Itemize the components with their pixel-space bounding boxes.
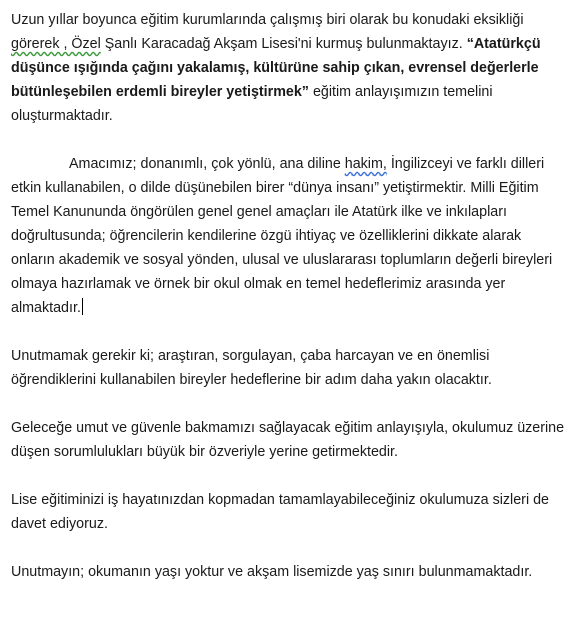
paragraph-invitation: Lise eğitiminizi iş hayatınızdan kopmadan tamamlayabileceğiniz okulumuza sizleri de davet ediyoruz. — [11, 492, 549, 532]
paragraph-goals — [11, 152, 566, 320]
grammar-flagged-text: görerek , Özel — [11, 36, 101, 52]
spelling-flagged-text: hakim, — [344, 156, 387, 172]
intro-text-school: Şanlı Karacadağ Akşam Lisesi'ni kurmuş bulunmaktayız. — [100, 36, 467, 52]
mission-quote: “Atatürkçü düşünce ışığında çağını yakalamış, kültürüne sahip çıkan, evrensel değerlerle bütünleşebilen erdemli bireyler yetiştirmek” — [11, 36, 541, 100]
paragraph-intro — [11, 0, 566, 128]
goals-text-start: Amacımız; donanımlı, çok yönlü, ana diline — [69, 156, 345, 172]
intro-text-end: eğitim anlayışımızın temelini oluşturmaktadır. — [11, 84, 493, 124]
intro-text-start: Uzun yıllar boyunca eğitim kurumlarında çalışmış biri olarak bu konudaki eksikliği — [11, 12, 524, 28]
paragraph-future: Geleceğe umut ve güvenle bakmamızı sağlayacak eğitim anlayışıyla, okulumuz üzerine düşen sorumlulukları büyük bir özveriyle yerine getirmektedir. — [11, 420, 565, 460]
paragraph-reminder: Unutmamak gerekir ki; araştıran, sorgulayan, çaba harcayan ve en önemlisi öğrendiklerini kullanabilen bireyler hedeflerine bir adım daha yakın olacaktır. — [11, 348, 492, 388]
text-cursor — [82, 298, 84, 315]
goals-text-end: İngilizceyi ve farklı dilleri etkin kullanabilen, o dilde düşünebilen birer “dünya insanı” yetiştirmektir. Milli Eğitim Temel Kanununda öngörülen genel genel amaçları ile Atatürk ilke ve inkılapları doğrultusunda; öğrencilerin kendilerine özgü ihtiyaç ve özelliklerini dikkate alarak onların akademik ve sosyal yönden, ulusal ve uluslararası toplumların değerli bireyleri olmaya hazırlamak ve örnek bir okul olmak en temel hedeflerimiz arasında yer almaktadır. — [11, 156, 553, 316]
document-body[interactable] — [11, 0, 566, 584]
paragraph-closing: Unutmayın; okumanın yaşı yoktur ve akşam lisemizde yaş sınırı bulunmamaktadır. — [11, 564, 533, 580]
